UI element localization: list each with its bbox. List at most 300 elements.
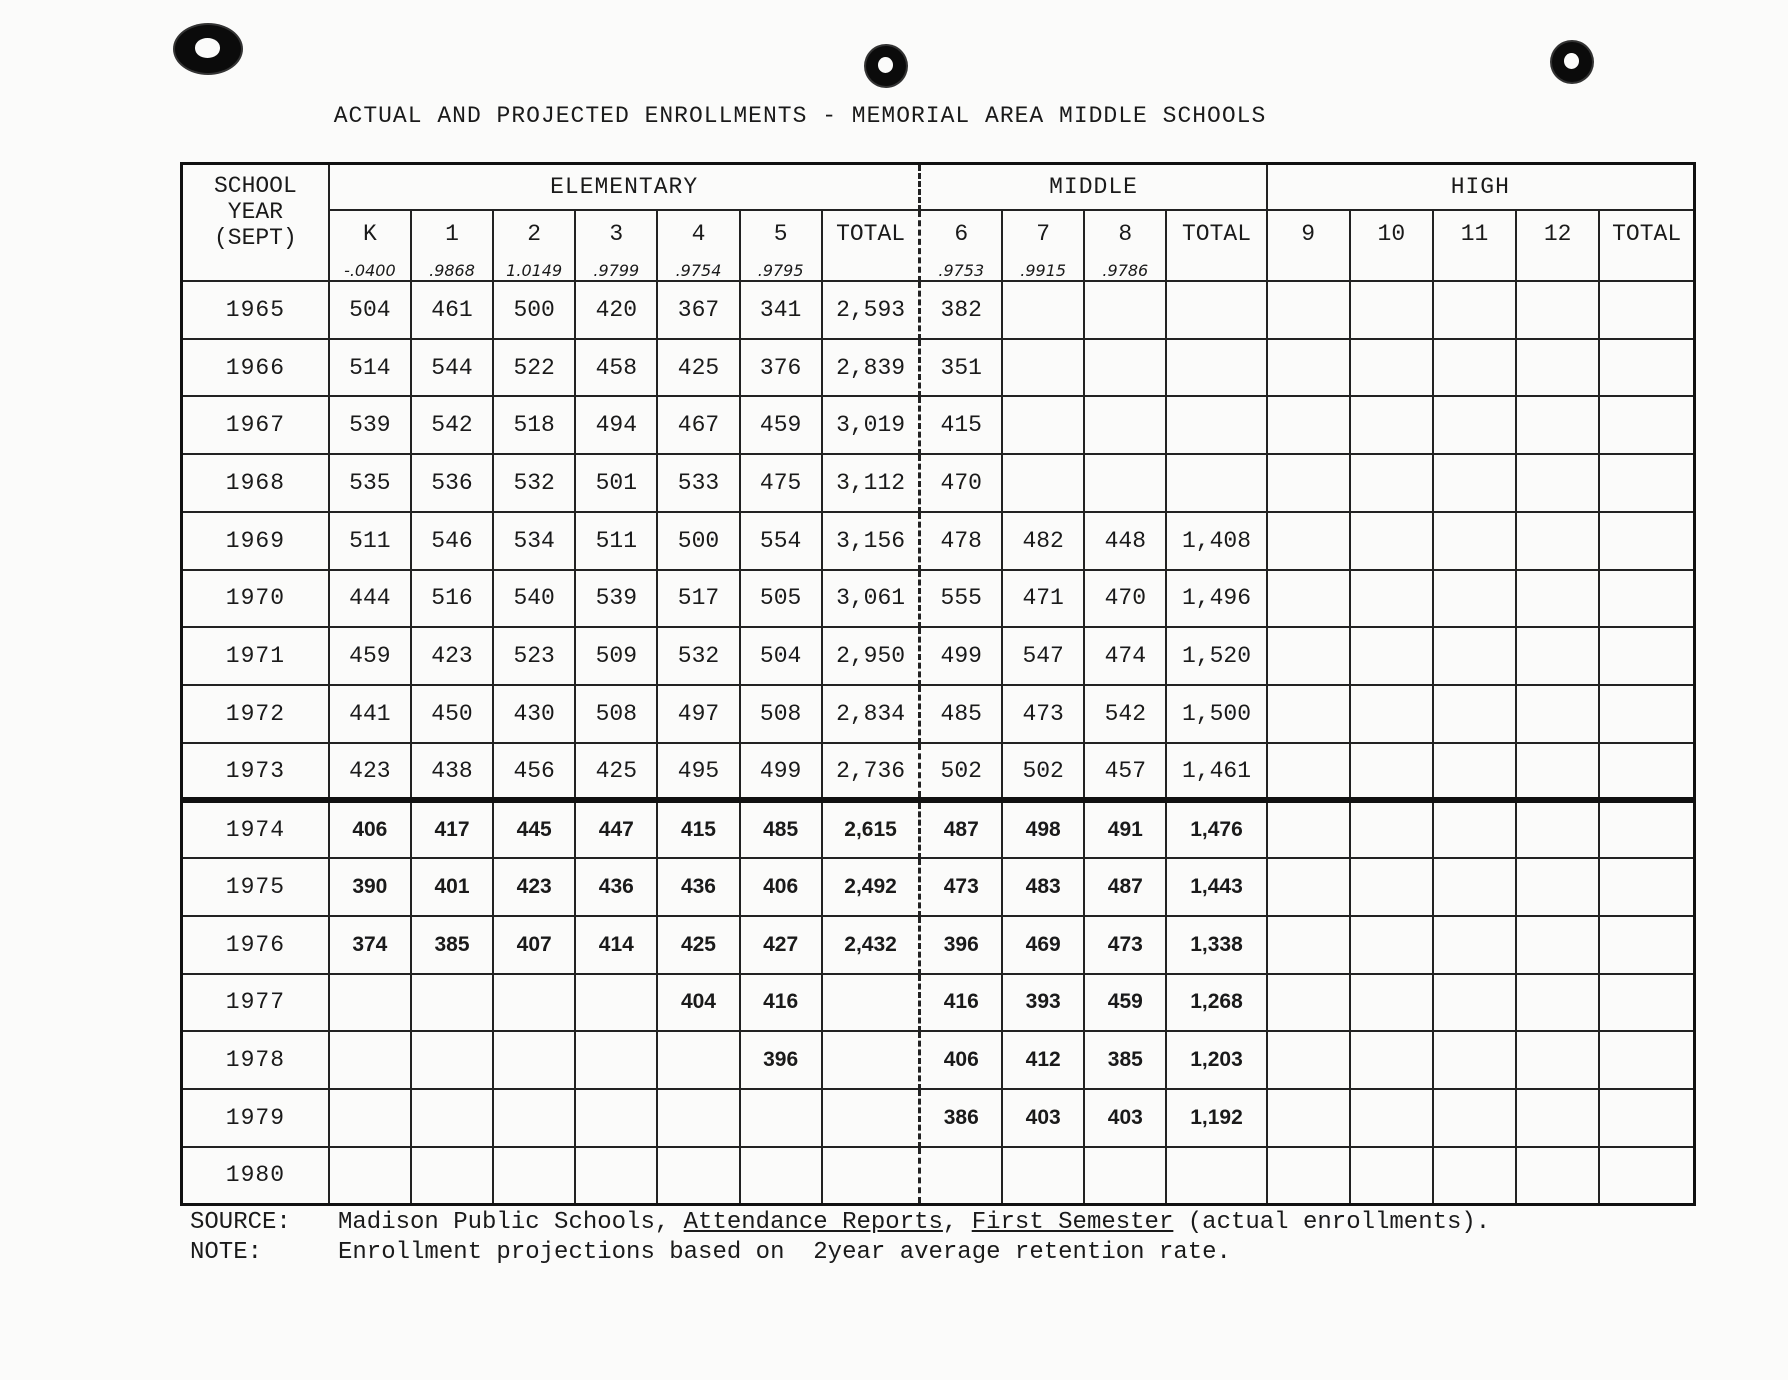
enrollment-cell xyxy=(1350,1089,1433,1147)
enrollment-cell xyxy=(329,1147,411,1205)
school-year-cell: 1974 xyxy=(182,800,329,858)
enrollment-cell xyxy=(1350,570,1433,628)
source-text xyxy=(338,1208,1490,1238)
enrollment-cell: 502 xyxy=(1002,743,1084,801)
column-label: TOTAL xyxy=(1182,221,1252,247)
enrollment-cell: 374 xyxy=(329,916,411,974)
column-label: 12 xyxy=(1543,221,1572,247)
source-text-a: Madison Public Schools, xyxy=(338,1209,684,1236)
enrollment-rows xyxy=(182,281,1695,1205)
enrollment-cell xyxy=(1084,1147,1166,1205)
enrollment-cell: 1,476 xyxy=(1166,800,1266,858)
enrollment-cell: 498 xyxy=(1002,800,1084,858)
enrollment-cell: 509 xyxy=(575,627,657,685)
enrollment-cell: 3,061 xyxy=(822,570,920,628)
enrollment-cell: 1,520 xyxy=(1166,627,1266,685)
enrollment-cell: 438 xyxy=(411,743,493,801)
enrollment-cell: 441 xyxy=(329,685,411,743)
enrollment-cell: 341 xyxy=(740,281,822,339)
enrollment-cell: 1,500 xyxy=(1166,685,1266,743)
school-year-label-2: YEAR xyxy=(227,199,283,225)
enrollment-cell: 415 xyxy=(920,396,1002,454)
retention-rate: .9868 xyxy=(429,261,475,280)
column-label: K xyxy=(362,221,377,247)
enrollment-cell xyxy=(1350,800,1433,858)
enrollment-cell xyxy=(1433,454,1516,512)
enrollment-cell xyxy=(1350,454,1433,512)
enrollment-cell xyxy=(575,1031,657,1089)
enrollment-cell: 554 xyxy=(740,512,822,570)
school-year-cell: 1971 xyxy=(182,627,329,685)
source-text-c: , xyxy=(942,1209,972,1236)
enrollment-cell: 404 xyxy=(657,974,739,1032)
enrollment-cell: 470 xyxy=(1084,570,1166,628)
enrollment-cell xyxy=(1599,1089,1694,1147)
enrollment-cell: 407 xyxy=(493,916,575,974)
enrollment-cell xyxy=(1084,454,1166,512)
punch-hole-right xyxy=(1552,42,1592,82)
school-year-header xyxy=(182,164,329,282)
enrollment-cell xyxy=(1599,454,1694,512)
enrollment-cell: 385 xyxy=(411,916,493,974)
enrollment-cell: 2,834 xyxy=(822,685,920,743)
enrollment-cell: 461 xyxy=(411,281,493,339)
enrollment-cell: 385 xyxy=(1084,1031,1166,1089)
enrollment-cell: 508 xyxy=(740,685,822,743)
enrollment-cell xyxy=(1433,916,1516,974)
enrollment-cell xyxy=(1350,685,1433,743)
enrollment-cell xyxy=(1267,281,1350,339)
enrollment-cell: 522 xyxy=(493,339,575,397)
enrollment-cell xyxy=(329,974,411,1032)
enrollment-cell xyxy=(1267,570,1350,628)
enrollment-cell xyxy=(657,1089,739,1147)
enrollment-cell xyxy=(1267,627,1350,685)
school-year-cell: 1977 xyxy=(182,974,329,1032)
table-row xyxy=(182,1089,1695,1147)
enrollment-cell: 420 xyxy=(575,281,657,339)
enrollment-cell: 444 xyxy=(329,570,411,628)
retention-rate: .9799 xyxy=(593,261,640,280)
enrollment-cell: 499 xyxy=(740,743,822,801)
table-row xyxy=(182,512,1695,570)
enrollment-cell xyxy=(1516,454,1599,512)
enrollment-cell: 425 xyxy=(575,743,657,801)
enrollment-cell xyxy=(1599,858,1694,916)
enrollment-cell: 415 xyxy=(657,800,739,858)
enrollment-cell: 406 xyxy=(920,1031,1002,1089)
enrollment-cell: 523 xyxy=(493,627,575,685)
enrollment-cell: 448 xyxy=(1084,512,1166,570)
enrollment-cell xyxy=(1433,974,1516,1032)
enrollment-cell xyxy=(1350,512,1433,570)
enrollment-cell xyxy=(575,1147,657,1205)
enrollment-cell xyxy=(1350,627,1433,685)
note-text: Enrollment projections based on 2year average retention rate. xyxy=(338,1239,1231,1266)
table-row xyxy=(182,570,1695,628)
enrollment-cell: 505 xyxy=(740,570,822,628)
enrollment-cell xyxy=(1599,281,1694,339)
enrollment-cell: 423 xyxy=(329,743,411,801)
enrollment-cell: 390 xyxy=(329,858,411,916)
enrollment-cell xyxy=(1350,339,1433,397)
enrollment-cell: 504 xyxy=(329,281,411,339)
enrollment-cell xyxy=(1433,1089,1516,1147)
enrollment-cell: 445 xyxy=(493,800,575,858)
enrollment-cell xyxy=(1350,1031,1433,1089)
enrollment-cell xyxy=(822,1031,920,1089)
enrollment-cell: 447 xyxy=(575,800,657,858)
enrollment-cell: 2,839 xyxy=(822,339,920,397)
enrollment-cell xyxy=(1516,916,1599,974)
high-col-header-9 xyxy=(1267,210,1350,281)
school-year-cell: 1965 xyxy=(182,281,329,339)
enrollment-cell: 3,019 xyxy=(822,396,920,454)
school-year-cell: 1968 xyxy=(182,454,329,512)
enrollment-cell: 406 xyxy=(329,800,411,858)
school-year-cell: 1978 xyxy=(182,1031,329,1089)
source-report-title: Attendance Reports xyxy=(683,1209,943,1236)
school-year-cell: 1972 xyxy=(182,685,329,743)
enrollment-cell: 403 xyxy=(1084,1089,1166,1147)
enrollment-cell: 425 xyxy=(657,916,739,974)
enrollment-cell xyxy=(411,1147,493,1205)
enrollment-cell xyxy=(1516,685,1599,743)
enrollment-cell xyxy=(411,1089,493,1147)
table-row xyxy=(182,627,1695,685)
enrollment-cell: 1,192 xyxy=(1166,1089,1266,1147)
enrollment-cell: 459 xyxy=(740,396,822,454)
enrollment-cell: 485 xyxy=(740,800,822,858)
retention-rate: .9786 xyxy=(1102,261,1149,280)
enrollment-cell: 412 xyxy=(1002,1031,1084,1089)
enrollment-cell: 403 xyxy=(1002,1089,1084,1147)
enrollment-cell: 555 xyxy=(920,570,1002,628)
table-row xyxy=(182,339,1695,397)
table-row xyxy=(182,685,1695,743)
column-label: 10 xyxy=(1377,221,1406,247)
enrollment-cell: 502 xyxy=(920,743,1002,801)
table-row xyxy=(182,800,1695,858)
column-label: TOTAL xyxy=(836,221,906,247)
source-key: SOURCE: xyxy=(190,1209,291,1236)
enrollment-cell xyxy=(1267,743,1350,801)
page-title: ACTUAL AND PROJECTED ENROLLMENTS - MEMORIAL AREA MIDDLE SCHOOLS xyxy=(333,103,1267,129)
enrollment-cell xyxy=(1516,281,1599,339)
enrollment-cell xyxy=(1350,396,1433,454)
enrollment-cell: 517 xyxy=(657,570,739,628)
enrollment-cell: 473 xyxy=(1084,916,1166,974)
elementary-col-header-total xyxy=(822,210,920,281)
enrollment-cell xyxy=(1516,627,1599,685)
enrollment-cell xyxy=(1267,396,1350,454)
high-col-header-total xyxy=(1599,210,1694,281)
enrollment-cell: 539 xyxy=(329,396,411,454)
enrollment-cell xyxy=(1433,512,1516,570)
enrollment-cell xyxy=(1599,685,1694,743)
enrollment-cell: 1,203 xyxy=(1166,1031,1266,1089)
enrollment-cell xyxy=(1516,1031,1599,1089)
enrollment-cell: 1,338 xyxy=(1166,916,1266,974)
high-group-header: HIGH xyxy=(1267,164,1695,211)
high-col-header-12 xyxy=(1516,210,1599,281)
enrollment-cell xyxy=(1002,1147,1084,1205)
enrollment-cell: 470 xyxy=(920,454,1002,512)
enrollment-cell: 514 xyxy=(329,339,411,397)
enrollment-cell: 497 xyxy=(657,685,739,743)
enrollment-cell xyxy=(1516,858,1599,916)
enrollment-cell: 475 xyxy=(740,454,822,512)
school-year-label-3: (SEPT) xyxy=(213,225,297,251)
school-year-cell: 1966 xyxy=(182,339,329,397)
enrollment-cell: 414 xyxy=(575,916,657,974)
enrollment-cell: 393 xyxy=(1002,974,1084,1032)
enrollment-cell: 544 xyxy=(411,339,493,397)
enrollment-cell xyxy=(822,1089,920,1147)
enrollment-cell xyxy=(1516,1147,1599,1205)
enrollment-cell xyxy=(1267,454,1350,512)
enrollment-cell xyxy=(1267,685,1350,743)
elementary-col-header-4 xyxy=(657,210,739,281)
enrollment-cell: 499 xyxy=(920,627,1002,685)
source-line xyxy=(190,1208,1490,1238)
school-year-cell: 1975 xyxy=(182,858,329,916)
enrollment-cell: 473 xyxy=(920,858,1002,916)
enrollment-cell xyxy=(1433,1147,1516,1205)
enrollment-cell: 500 xyxy=(493,281,575,339)
school-year-cell: 1970 xyxy=(182,570,329,628)
enrollment-cell: 485 xyxy=(920,685,1002,743)
enrollment-cell: 1,408 xyxy=(1166,512,1266,570)
source-text-e: (actual enrollments). xyxy=(1173,1209,1491,1236)
enrollment-cell xyxy=(822,1147,920,1205)
enrollment-cell xyxy=(1350,1147,1433,1205)
footer-notes xyxy=(190,1208,1490,1268)
enrollment-cell xyxy=(575,1089,657,1147)
enrollment-table xyxy=(180,162,1696,1206)
enrollment-cell: 2,950 xyxy=(822,627,920,685)
enrollment-cell: 376 xyxy=(740,339,822,397)
enrollment-cell: 542 xyxy=(411,396,493,454)
enrollment-cell xyxy=(1166,454,1266,512)
enrollment-cell: 487 xyxy=(1084,858,1166,916)
column-label: 1 xyxy=(445,221,459,247)
school-year-cell: 1967 xyxy=(182,396,329,454)
enrollment-cell xyxy=(1350,281,1433,339)
enrollment-cell: 450 xyxy=(411,685,493,743)
middle-col-header-7 xyxy=(1002,210,1084,281)
enrollment-cell xyxy=(329,1089,411,1147)
enrollment-cell xyxy=(1433,396,1516,454)
enrollment-cell: 511 xyxy=(329,512,411,570)
elementary-col-header-5 xyxy=(740,210,822,281)
retention-rate: .9795 xyxy=(757,261,804,280)
enrollment-cell: 474 xyxy=(1084,627,1166,685)
enrollment-cell: 469 xyxy=(1002,916,1084,974)
enrollment-cell: 1,443 xyxy=(1166,858,1266,916)
retention-rate: .9754 xyxy=(675,261,722,280)
column-label: 2 xyxy=(527,221,542,247)
table-row xyxy=(182,1031,1695,1089)
table-row xyxy=(182,396,1695,454)
school-year-cell: 1969 xyxy=(182,512,329,570)
enrollment-cell: 1,496 xyxy=(1166,570,1266,628)
enrollment-cell: 367 xyxy=(657,281,739,339)
enrollment-cell: 487 xyxy=(920,800,1002,858)
enrollment-cell xyxy=(1599,570,1694,628)
enrollment-cell xyxy=(329,1031,411,1089)
table-row xyxy=(182,454,1695,512)
enrollment-cell xyxy=(1599,974,1694,1032)
source-semester: First Semester xyxy=(971,1209,1174,1236)
enrollment-cell xyxy=(1433,743,1516,801)
enrollment-cell xyxy=(657,1147,739,1205)
enrollment-cell: 458 xyxy=(575,339,657,397)
enrollment-cell: 382 xyxy=(920,281,1002,339)
column-label: TOTAL xyxy=(1612,221,1682,247)
enrollment-cell: 1,268 xyxy=(1166,974,1266,1032)
enrollment-cell xyxy=(740,1089,822,1147)
enrollment-cell: 456 xyxy=(493,743,575,801)
enrollment-cell xyxy=(1350,916,1433,974)
school-year-cell: 1980 xyxy=(182,1147,329,1205)
enrollment-cell xyxy=(1433,627,1516,685)
enrollment-cell: 511 xyxy=(575,512,657,570)
enrollment-cell: 386 xyxy=(920,1089,1002,1147)
enrollment-cell: 430 xyxy=(493,685,575,743)
high-col-header-10 xyxy=(1350,210,1433,281)
table-row xyxy=(182,1147,1695,1205)
table-row xyxy=(182,281,1695,339)
enrollment-cell xyxy=(740,1147,822,1205)
enrollment-cell: 425 xyxy=(657,339,739,397)
enrollment-cell: 436 xyxy=(657,858,739,916)
enrollment-cell xyxy=(411,974,493,1032)
middle-col-header-6 xyxy=(920,210,1002,281)
retention-rate: .9915 xyxy=(1020,261,1067,280)
middle-col-header-total xyxy=(1166,210,1266,281)
enrollment-cell: 546 xyxy=(411,512,493,570)
enrollment-cell: 471 xyxy=(1002,570,1084,628)
retention-rate: 1.0149 xyxy=(506,261,563,280)
enrollment-cell: 536 xyxy=(411,454,493,512)
enrollment-cell: 473 xyxy=(1002,685,1084,743)
column-label: 5 xyxy=(773,221,788,247)
enrollment-cell: 396 xyxy=(740,1031,822,1089)
column-label: 9 xyxy=(1301,221,1316,247)
enrollment-cell xyxy=(1516,339,1599,397)
enrollment-cell xyxy=(493,1089,575,1147)
enrollment-cell: 483 xyxy=(1002,858,1084,916)
enrollment-cell xyxy=(1516,743,1599,801)
note-line xyxy=(190,1238,1490,1268)
elementary-col-header-k xyxy=(329,210,411,281)
group-header-row xyxy=(182,164,1695,211)
enrollment-cell: 532 xyxy=(493,454,575,512)
enrollment-cell xyxy=(411,1031,493,1089)
punch-hole-center xyxy=(866,46,906,86)
enrollment-cell: 2,615 xyxy=(822,800,920,858)
enrollment-cell xyxy=(822,974,920,1032)
enrollment-cell xyxy=(657,1031,739,1089)
table-row xyxy=(182,916,1695,974)
enrollment-cell xyxy=(1599,1031,1694,1089)
enrollment-cell xyxy=(1433,339,1516,397)
enrollment-cell xyxy=(1599,627,1694,685)
enrollment-cell: 416 xyxy=(920,974,1002,1032)
enrollment-cell xyxy=(1267,858,1350,916)
enrollment-cell xyxy=(1433,800,1516,858)
enrollment-cell xyxy=(1599,916,1694,974)
enrollment-cell xyxy=(1350,974,1433,1032)
column-label: 11 xyxy=(1460,221,1489,247)
enrollment-cell: 3,112 xyxy=(822,454,920,512)
enrollment-cell: 436 xyxy=(575,858,657,916)
elementary-col-header-1 xyxy=(411,210,493,281)
column-label: 8 xyxy=(1118,221,1133,247)
enrollment-cell: 2,432 xyxy=(822,916,920,974)
enrollment-cell xyxy=(1433,858,1516,916)
enrollment-cell xyxy=(1433,1031,1516,1089)
column-label: 3 xyxy=(609,221,624,247)
high-col-header-11 xyxy=(1433,210,1516,281)
enrollment-cell: 539 xyxy=(575,570,657,628)
enrollment-cell xyxy=(1166,1147,1266,1205)
enrollment-cell xyxy=(1433,685,1516,743)
enrollment-cell: 504 xyxy=(740,627,822,685)
enrollment-cell xyxy=(1516,800,1599,858)
elementary-col-header-2 xyxy=(493,210,575,281)
enrollment-cell xyxy=(1267,974,1350,1032)
column-label: 6 xyxy=(954,221,969,247)
retention-rate: -.0400 xyxy=(344,261,396,280)
enrollment-cell: 406 xyxy=(740,858,822,916)
enrollment-cell xyxy=(1599,512,1694,570)
enrollment-cell xyxy=(1599,800,1694,858)
enrollment-cell: 457 xyxy=(1084,743,1166,801)
retention-rate: .9753 xyxy=(938,261,985,280)
enrollment-cell: 535 xyxy=(329,454,411,512)
enrollment-cell xyxy=(493,1147,575,1205)
enrollment-cell xyxy=(1002,339,1084,397)
enrollment-cell: 427 xyxy=(740,916,822,974)
enrollment-cell xyxy=(493,974,575,1032)
enrollment-cell xyxy=(1350,858,1433,916)
enrollment-cell: 423 xyxy=(411,627,493,685)
enrollment-cell: 540 xyxy=(493,570,575,628)
enrollment-cell: 508 xyxy=(575,685,657,743)
enrollment-cell xyxy=(1267,512,1350,570)
enrollment-cell: 396 xyxy=(920,916,1002,974)
enrollment-cell xyxy=(1267,1147,1350,1205)
school-year-cell: 1976 xyxy=(182,916,329,974)
enrollment-cell: 3,156 xyxy=(822,512,920,570)
middle-col-header-8 xyxy=(1084,210,1166,281)
enrollment-cell xyxy=(1084,281,1166,339)
enrollment-cell xyxy=(1166,281,1266,339)
enrollment-cell: 547 xyxy=(1002,627,1084,685)
table-row xyxy=(182,858,1695,916)
enrollment-cell xyxy=(1084,396,1166,454)
note-key: NOTE: xyxy=(190,1239,263,1266)
enrollment-cell: 2,593 xyxy=(822,281,920,339)
enrollment-cell xyxy=(575,974,657,1032)
enrollment-cell xyxy=(1267,1089,1350,1147)
enrollment-cell xyxy=(1002,396,1084,454)
enrollment-cell xyxy=(493,1031,575,1089)
enrollment-cell: 518 xyxy=(493,396,575,454)
enrollment-cell: 494 xyxy=(575,396,657,454)
